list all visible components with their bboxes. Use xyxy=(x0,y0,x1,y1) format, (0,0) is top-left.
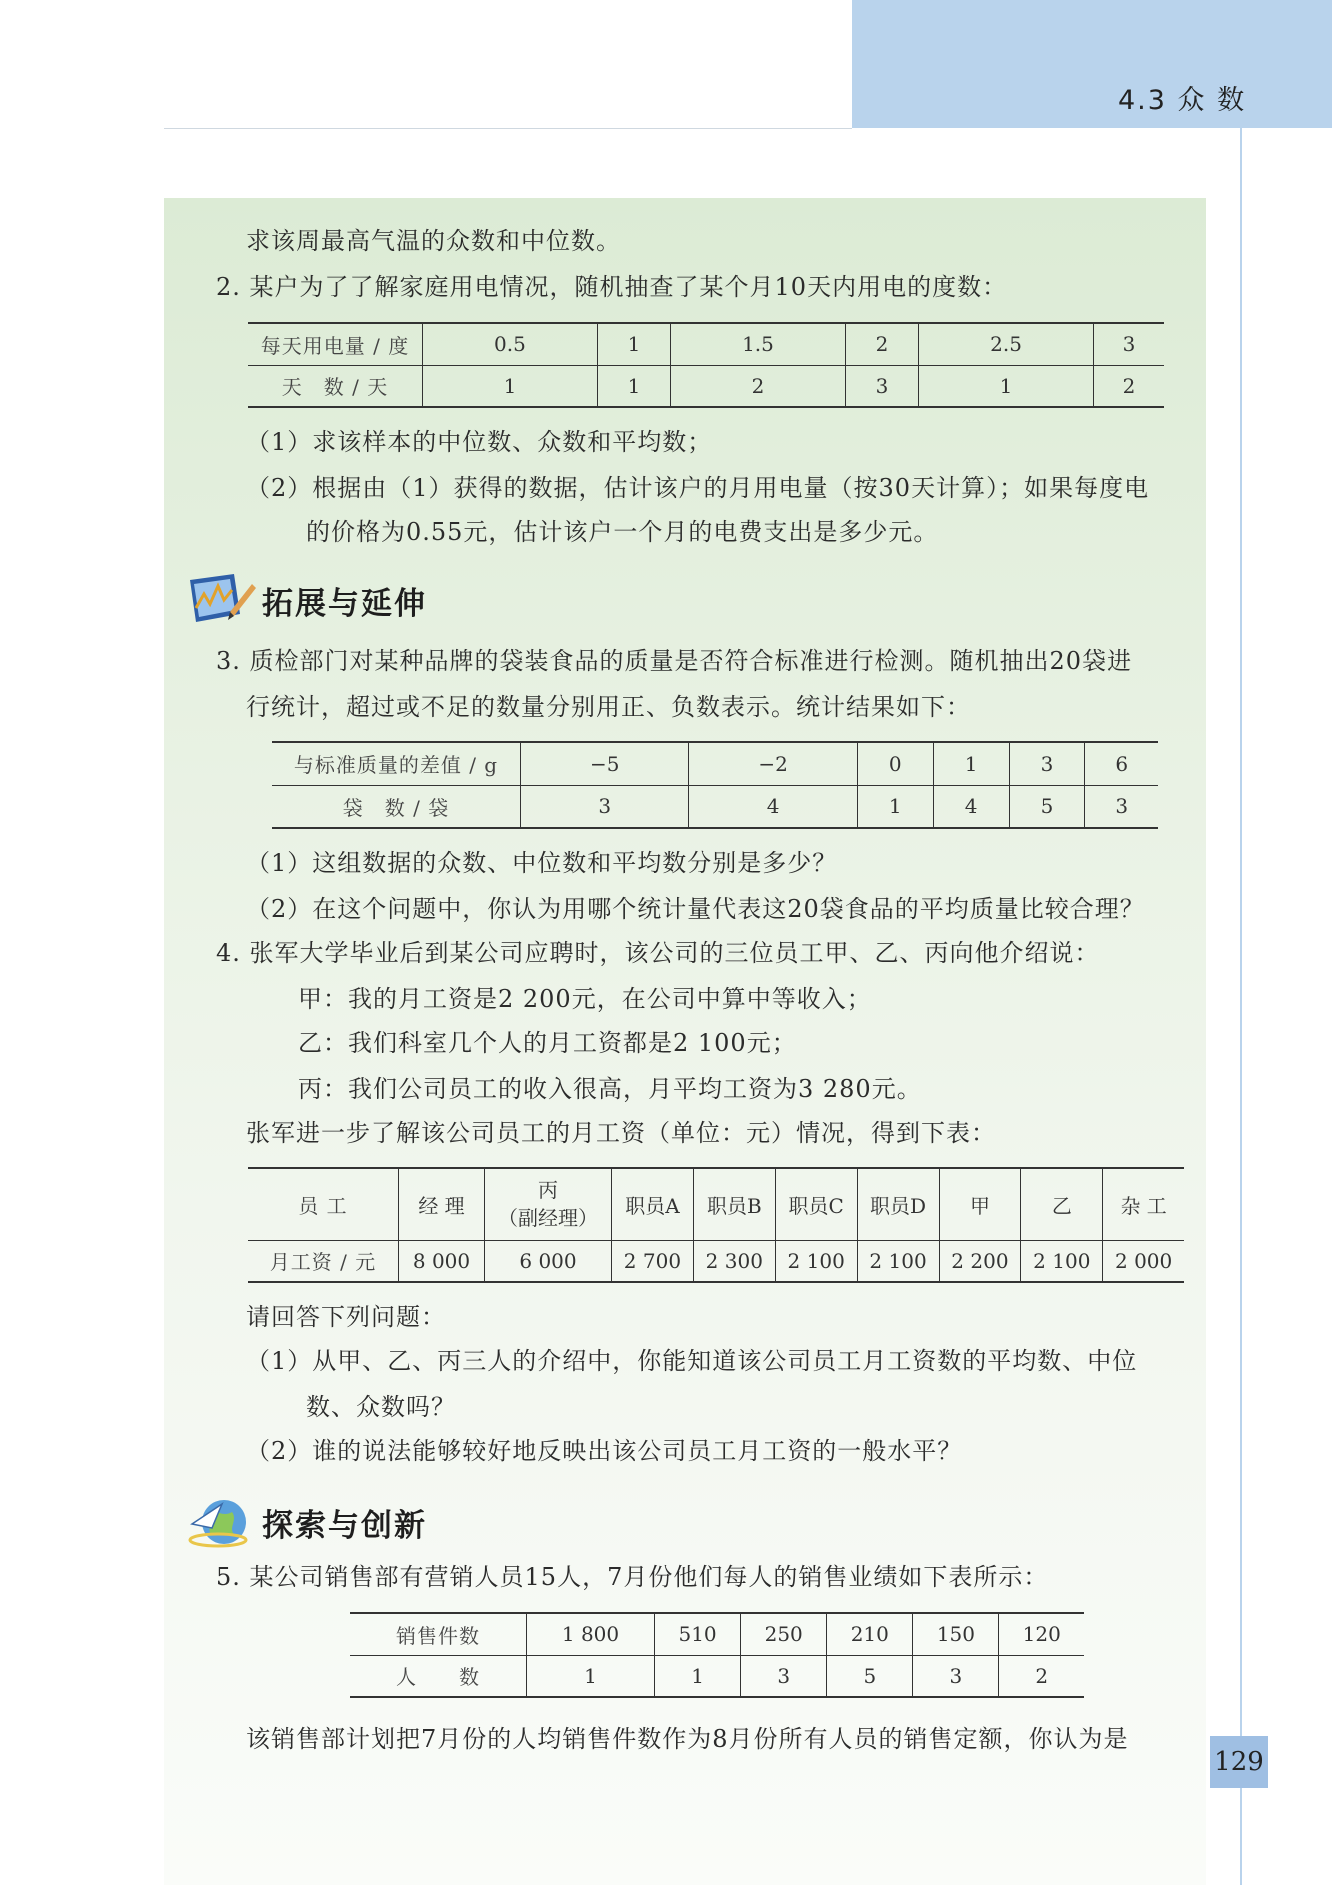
table-header-cell: 月工资 / 元 xyxy=(248,1240,399,1282)
question-2: 2. 某户为了了解家庭用电情况，随机抽查了某个月10天内用电的度数： xyxy=(216,273,1008,301)
table-cell: 210 xyxy=(827,1613,913,1655)
table-cell: 3 xyxy=(1093,323,1164,365)
table-cell: 1 xyxy=(857,785,933,828)
table-header-cell: 与标准质量的差值 / g xyxy=(293,753,499,778)
header-line: 丙 xyxy=(538,1178,558,1203)
table-header-cell: 袋 数 / 袋 xyxy=(272,785,521,828)
table-cell: 1 xyxy=(655,1655,741,1697)
question-5: 5. 某公司销售部有营销人员15人，7月份他们每人的销售业绩如下表所示： xyxy=(216,1563,1049,1591)
question-3-part-1: （1）这组数据的众数、中位数和平均数分别是多少？ xyxy=(246,849,838,877)
question-3: 3. 质检部门对某种品牌的袋装食品的质量是否符合标准进行检测。随机抽出20袋进 xyxy=(216,647,1133,675)
table-header-cell: 员 工 xyxy=(298,1193,348,1218)
question-4-part-1-cont: 数、众数吗？ xyxy=(306,1393,456,1421)
question-2-part-2-cont: 的价格为0.55元，估计该户一个月的电费支出是多少元。 xyxy=(306,518,939,546)
table-header-cell: 天 数 / 天 xyxy=(248,365,423,407)
table-cell: 8 000 xyxy=(399,1240,485,1282)
table-cell: 2 700 xyxy=(612,1240,694,1282)
section-heading-explore: 探索与创新 xyxy=(262,1508,427,1544)
table-cell: 5 xyxy=(1009,785,1085,828)
header-divider xyxy=(164,128,852,129)
question-3-cont: 行统计，超过或不足的数量分别用正、负数表示。统计结果如下： xyxy=(246,693,971,721)
table-cell: 0 xyxy=(857,742,933,785)
table-cell: 3 xyxy=(1009,742,1085,785)
table-header-cell: 经 理 xyxy=(399,1168,485,1240)
sales-table xyxy=(350,1612,1084,1698)
margin-rule xyxy=(1240,128,1242,1885)
table-cell: 2 xyxy=(671,365,846,407)
table-cell: 6 000 xyxy=(485,1240,612,1282)
table-cell: 1 xyxy=(933,742,1009,785)
page-number: 129 xyxy=(1210,1736,1268,1788)
table-cell: 3 xyxy=(1085,785,1158,828)
table-cell: 2 100 xyxy=(775,1240,857,1282)
power-usage-table xyxy=(248,322,1164,408)
table-cell: 1.5 xyxy=(671,323,846,365)
table-cell: 2 xyxy=(845,323,918,365)
text-line: 求该周最高气温的众数和中位数。 xyxy=(246,227,621,255)
question-4: 4. 张军大学毕业后到某公司应聘时，该公司的三位员工甲、乙、丙向他介绍说： xyxy=(216,939,1100,967)
table-cell: 1 xyxy=(527,1655,655,1697)
table-header-cell: 职员C xyxy=(775,1168,857,1240)
table-cell: 1 xyxy=(597,365,670,407)
table-cell: 3 xyxy=(521,785,689,828)
question-4-table-intro: 张军进一步了解该公司员工的月工资（单位：元）情况，得到下表： xyxy=(246,1119,996,1147)
salary-table xyxy=(248,1167,1184,1283)
table-header-cell: 杂 工 xyxy=(1103,1168,1184,1240)
table-header-cell xyxy=(485,1168,612,1240)
table-header-cell: 职员B xyxy=(693,1168,775,1240)
table-cell: 1 800 xyxy=(527,1613,655,1655)
table-cell: 510 xyxy=(655,1613,741,1655)
table-header-cell: 职员D xyxy=(857,1168,939,1240)
paper-plane-globe-icon xyxy=(188,1494,254,1548)
table-cell: 1 xyxy=(423,365,598,407)
table-cell: 0.5 xyxy=(423,323,598,365)
header-line: （副经理） xyxy=(498,1206,598,1231)
table-cell: 1 xyxy=(597,323,670,365)
section-heading-extend: 拓展与延伸 xyxy=(262,586,427,622)
table-header-cell: 销售件数 xyxy=(396,1623,480,1648)
table-header-cell: 职员A xyxy=(612,1168,694,1240)
section-title: 4.3 众 数 xyxy=(1118,85,1247,116)
table-cell: 120 xyxy=(999,1613,1084,1655)
table-header-cell: 甲 xyxy=(939,1168,1021,1240)
table-cell: −5 xyxy=(521,742,689,785)
question-3-part-2: （2）在这个问题中，你认为用哪个统计量代表这20袋食品的平均质量比较合理？ xyxy=(246,895,1145,923)
table-cell: 5 xyxy=(827,1655,913,1697)
table-header-cell: 人 数 xyxy=(350,1655,527,1697)
table-cell: 4 xyxy=(933,785,1009,828)
table-cell: 2 000 xyxy=(1103,1240,1184,1282)
table-cell: 2 200 xyxy=(939,1240,1021,1282)
table-cell: 2 100 xyxy=(857,1240,939,1282)
table-cell: 3 xyxy=(913,1655,999,1697)
statement-yi: 乙：我们科室几个人的月工资都是2 100元； xyxy=(298,1029,797,1057)
table-cell: 3 xyxy=(741,1655,827,1697)
table-cell: 6 xyxy=(1085,742,1158,785)
weight-difference-table xyxy=(272,741,1158,829)
table-cell: 150 xyxy=(913,1613,999,1655)
question-4-part-1: （1）从甲、乙、丙三人的介绍中，你能知道该公司员工月工资数的平均数、中位 xyxy=(246,1347,1138,1375)
table-cell: 3 xyxy=(845,365,918,407)
table-cell: 2 100 xyxy=(1021,1240,1103,1282)
table-cell: 1 xyxy=(919,365,1094,407)
table-cell: 4 xyxy=(689,785,857,828)
question-5-cont: 该销售部计划把7月份的人均销售件数作为8月份所有人员的销售定额，你认为是 xyxy=(246,1725,1129,1753)
table-cell: 2 300 xyxy=(693,1240,775,1282)
table-header-cell: 每天用电量 / 度 xyxy=(260,333,410,358)
question-2-part-1: （1）求该样本的中位数、众数和平均数； xyxy=(246,428,713,456)
header-band xyxy=(852,0,1332,128)
statement-bing: 丙：我们公司员工的收入很高，月平均工资为3 280元。 xyxy=(298,1075,922,1103)
question-4-part-2: （2）谁的说法能够较好地反映出该公司员工月工资的一般水平？ xyxy=(246,1437,963,1465)
table-cell: 2 xyxy=(1093,365,1164,407)
question-4-ask: 请回答下列问题： xyxy=(246,1303,446,1331)
table-cell: −2 xyxy=(689,742,857,785)
table-cell: 2 xyxy=(999,1655,1084,1697)
chart-pencil-icon xyxy=(186,570,258,626)
table-cell: 250 xyxy=(741,1613,827,1655)
table-header-cell: 乙 xyxy=(1021,1168,1103,1240)
table-cell: 2.5 xyxy=(919,323,1094,365)
question-2-part-2: （2）根据由（1）获得的数据，估计该户的月用电量（按30天计算）；如果每度电 xyxy=(246,474,1150,502)
statement-jia: 甲：我的月工资是2 200元，在公司中算中等收入； xyxy=(298,985,872,1013)
